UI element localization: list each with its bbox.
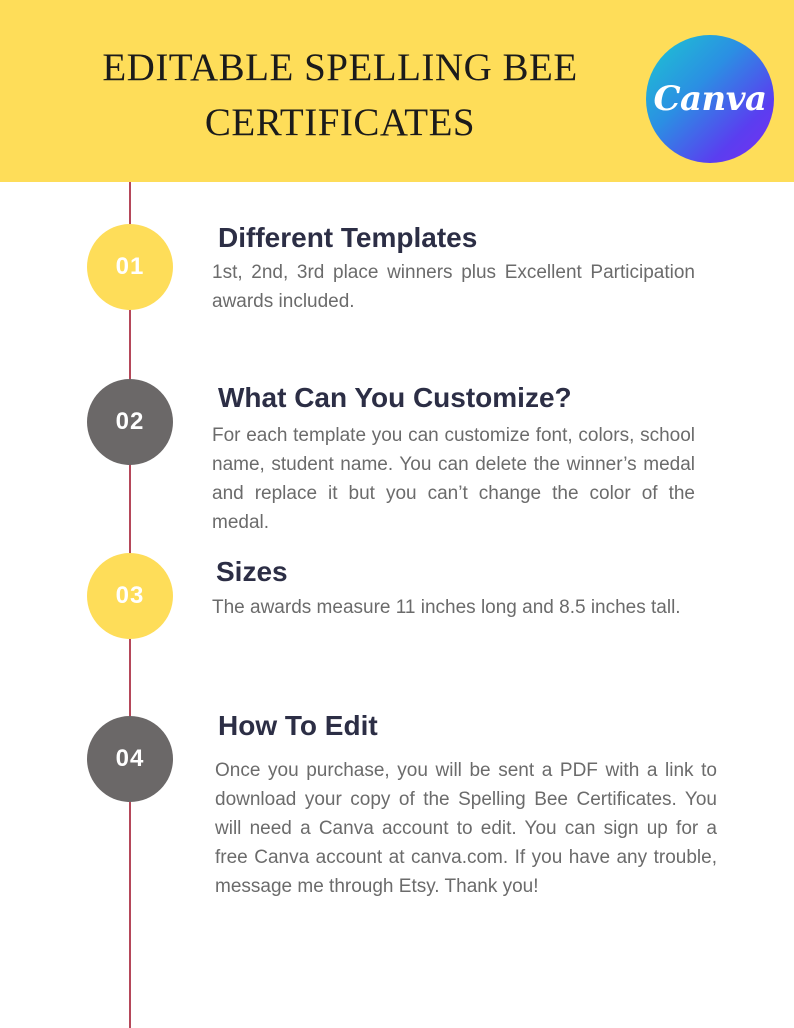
title-line-1: EDITABLE SPELLING BEE xyxy=(102,46,578,89)
step-4-number: 04 xyxy=(115,745,145,772)
step-3-number: 03 xyxy=(115,582,145,609)
step-1-number-badge xyxy=(87,224,173,310)
step-4-body: Once you purchase, you will be sent a PDF with a link to download your copy of the Spelling Bee Certificates. You will need a Canva account to edit. You can sign up for a free Canva account at canva.com. If you have any trouble, message me through Etsy. Thank you! xyxy=(215,760,717,897)
canva-logo-text: Canva xyxy=(653,79,767,119)
step-2-number-badge xyxy=(87,379,173,465)
step-3-body: The awards measure 11 inches long and 8.5 inches tall. xyxy=(212,597,681,618)
step-2-number: 02 xyxy=(115,408,145,435)
step-3-number-badge xyxy=(87,553,173,639)
step-1-number: 01 xyxy=(115,253,145,280)
title-line-2: CERTIFICATES xyxy=(204,101,476,144)
step-2-body: For each template you can customize font, colors, school name, student name. You can delete the winner’s medal and replace it but you can’t change the color of the medal. xyxy=(212,425,695,533)
page-title xyxy=(70,40,610,150)
step-1-heading: Different Templates xyxy=(218,222,478,253)
step-4-number-badge xyxy=(87,716,173,802)
step-1-body: 1st, 2nd, 3rd place winners plus Excellent Participation awards included. xyxy=(212,262,695,312)
step-2-heading: What Can You Customize? xyxy=(218,382,572,413)
step-3-heading: Sizes xyxy=(216,556,288,587)
canva-logo xyxy=(646,35,774,163)
step-4-heading: How To Edit xyxy=(218,710,378,741)
